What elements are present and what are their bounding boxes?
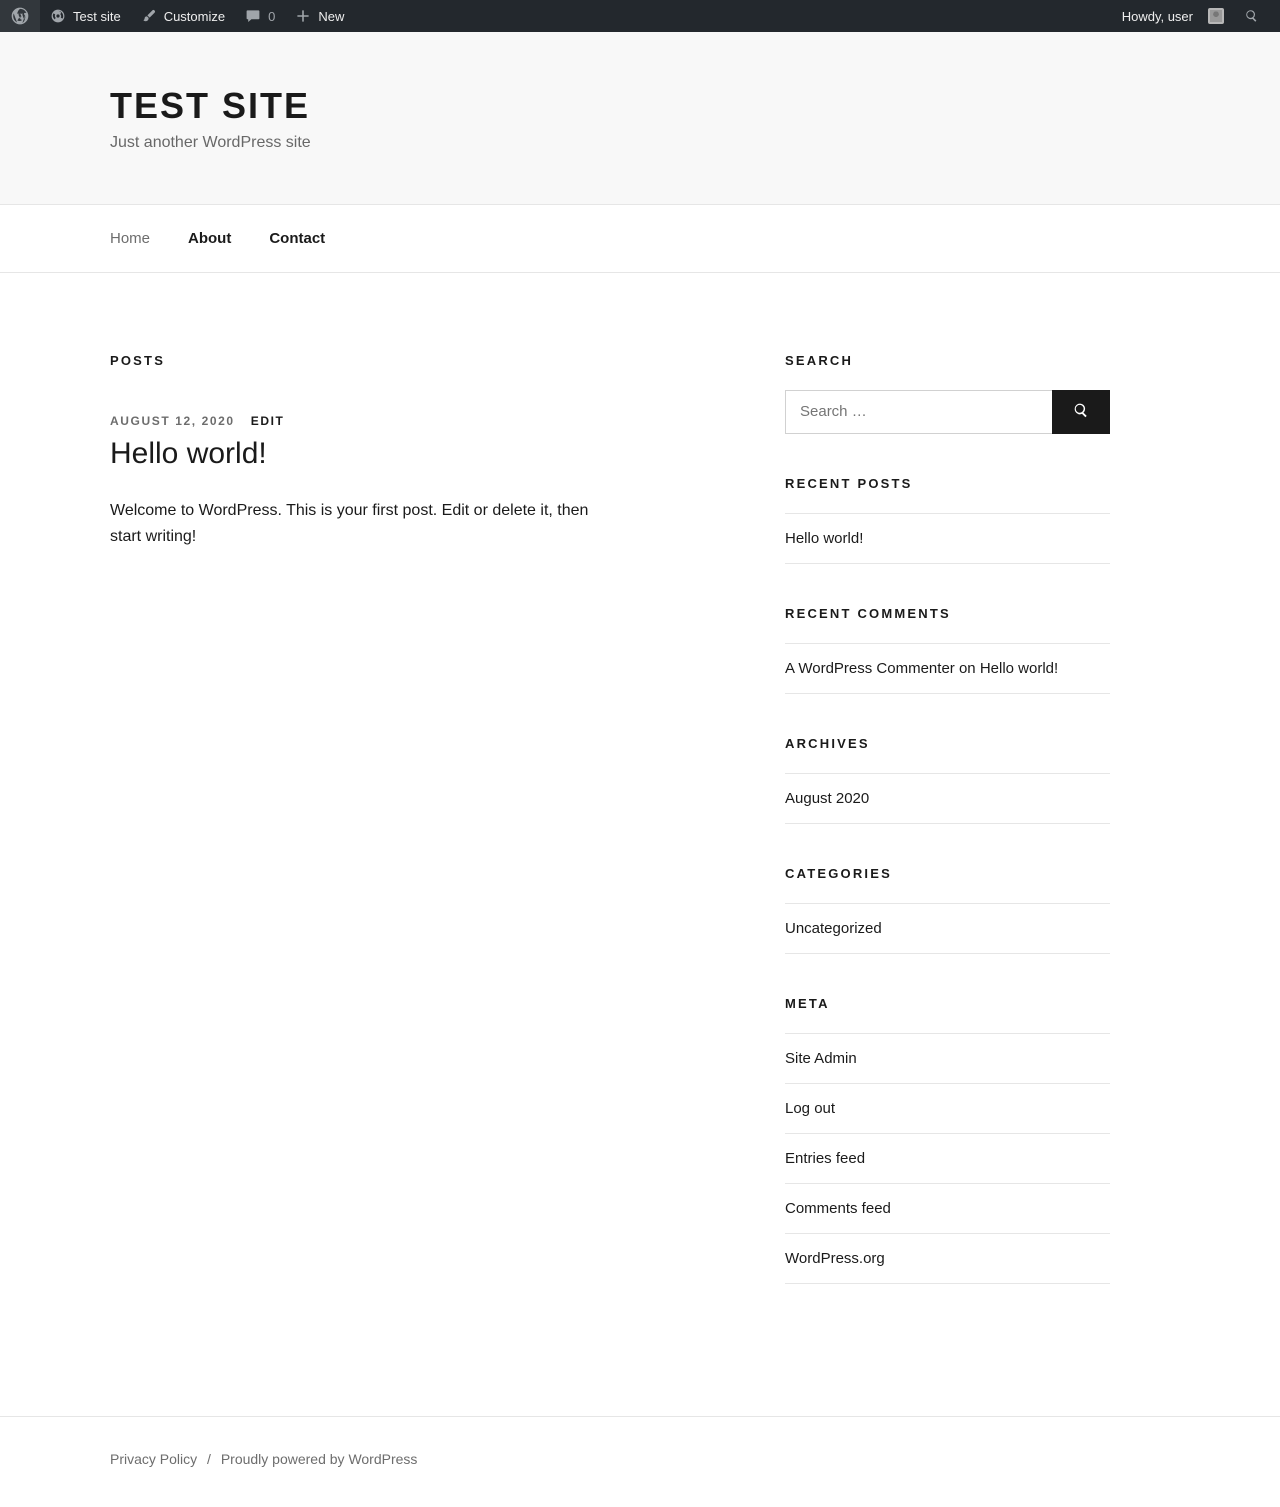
list-item xyxy=(785,903,1110,954)
search-icon xyxy=(1072,401,1091,423)
list-item xyxy=(785,1033,1110,1084)
nav-item-about[interactable]: About xyxy=(188,230,232,248)
wordpress-credit-link[interactable]: Proudly powered by WordPress xyxy=(220,1450,418,1467)
archives-list xyxy=(785,773,1110,824)
wordpress-logo-icon xyxy=(10,6,30,26)
widget-meta xyxy=(785,996,1110,1284)
post-meta xyxy=(110,414,690,428)
post-title[interactable]: Hello world! xyxy=(110,436,267,470)
paintbrush-icon xyxy=(141,8,157,24)
admin-bar-comments[interactable] xyxy=(235,0,285,32)
search-input[interactable] xyxy=(785,390,1052,434)
dashboard-icon xyxy=(50,8,66,24)
nav-item-home[interactable]: Home xyxy=(110,230,151,248)
categories-list xyxy=(785,903,1110,954)
privacy-policy-link[interactable]: Privacy Policy xyxy=(110,1450,198,1467)
search-icon xyxy=(1244,8,1260,24)
recent-post-link[interactable]: Hello world! xyxy=(785,529,864,547)
site-footer xyxy=(0,1416,1280,1507)
post-date[interactable]: AUGUST 12, 2020 xyxy=(110,413,235,428)
admin-bar-comments-count: 0 xyxy=(268,8,276,24)
meta-link-wordpress-org[interactable]: WordPress.org xyxy=(785,1249,885,1267)
admin-bar-search-button[interactable] xyxy=(1234,0,1270,32)
admin-bar-site-name[interactable] xyxy=(40,0,131,32)
widget-title-recent-posts: RECENT POSTS xyxy=(785,475,913,491)
admin-bar xyxy=(0,0,1280,32)
footer-separator: / xyxy=(207,1450,211,1467)
site-header xyxy=(0,32,1280,205)
widget-title-categories: CATEGORIES xyxy=(785,865,892,881)
meta-list xyxy=(785,1033,1110,1284)
recent-posts-list xyxy=(785,513,1110,564)
footer-credits xyxy=(110,1451,1170,1467)
admin-bar-site-name-label: Test site xyxy=(73,8,121,24)
wp-logo-menu[interactable] xyxy=(0,0,40,32)
widget-archives xyxy=(785,736,1110,824)
widget-title-recent-comments: RECENT COMMENTS xyxy=(785,605,951,621)
widget-title-meta: META xyxy=(785,995,830,1011)
list-item xyxy=(785,1234,1110,1284)
comment-author-link[interactable]: A WordPress Commenter xyxy=(785,659,955,677)
meta-link-comments-feed[interactable]: Comments feed xyxy=(785,1199,891,1217)
admin-bar-new-content[interactable] xyxy=(285,0,354,32)
post-edit-link[interactable]: EDIT xyxy=(250,413,285,428)
main-content xyxy=(110,353,690,1326)
archive-link-august-2020[interactable]: August 2020 xyxy=(785,789,870,807)
admin-bar-new-label: New xyxy=(318,8,345,24)
list-item xyxy=(785,1184,1110,1234)
post-article xyxy=(110,414,690,551)
recent-comments-list xyxy=(785,643,1110,694)
admin-bar-customize-label: Customize xyxy=(163,8,226,24)
post-excerpt: Welcome to WordPress. This is your first post. Edit or delete it, then start writing! xyxy=(110,501,589,545)
admin-bar-right xyxy=(1112,0,1280,32)
widget-search xyxy=(785,353,1110,434)
nav-item-contact[interactable]: Contact xyxy=(269,230,326,248)
meta-link-log-out[interactable]: Log out xyxy=(785,1099,836,1117)
avatar xyxy=(1208,8,1224,24)
list-item xyxy=(785,513,1110,564)
comment-post-link[interactable]: Hello world! xyxy=(979,659,1059,677)
meta-link-entries-feed[interactable]: Entries feed xyxy=(785,1149,866,1167)
widget-title-search: SEARCH xyxy=(785,352,854,368)
widget-recent-comments xyxy=(785,606,1110,694)
search-submit-button[interactable] xyxy=(1052,390,1110,434)
post-content xyxy=(110,498,690,551)
howdy-label: Howdy, user xyxy=(1121,8,1193,24)
search-form xyxy=(785,390,1110,434)
comment-bubble-icon xyxy=(245,8,261,24)
sidebar xyxy=(785,353,1110,1326)
widget-title-archives: ARCHIVES xyxy=(785,735,870,751)
primary-navigation xyxy=(0,205,1280,273)
meta-link-site-admin[interactable]: Site Admin xyxy=(785,1049,857,1067)
widget-categories xyxy=(785,866,1110,954)
plus-icon xyxy=(295,8,311,24)
admin-bar-left xyxy=(0,0,354,32)
list-item xyxy=(785,1084,1110,1134)
page-title: POSTS xyxy=(110,352,166,368)
admin-bar-customize[interactable] xyxy=(131,0,235,32)
list-item xyxy=(785,773,1110,824)
content-area xyxy=(0,273,1280,1416)
site-tagline: Just another WordPress site xyxy=(110,133,311,151)
category-link-uncategorized[interactable]: Uncategorized xyxy=(785,919,882,937)
comment-connector: on xyxy=(958,659,976,677)
site-title[interactable]: TEST SITE xyxy=(110,85,311,126)
widget-recent-posts xyxy=(785,476,1110,564)
admin-bar-my-account[interactable] xyxy=(1112,0,1234,32)
list-item xyxy=(785,1134,1110,1184)
list-item xyxy=(785,643,1110,694)
